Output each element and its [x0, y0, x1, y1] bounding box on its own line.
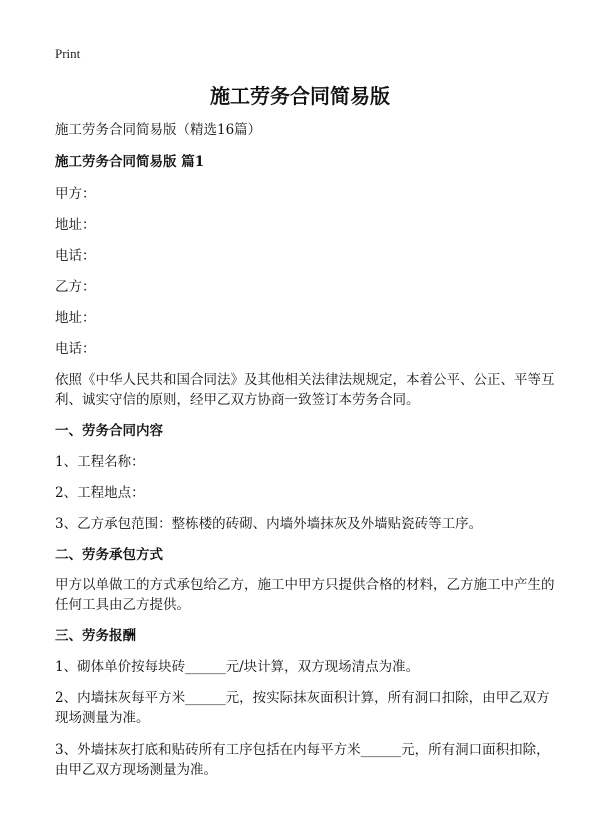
section3-heading: 三、劳务报酬: [55, 628, 136, 644]
document-title: 施工劳务合同简易版: [210, 84, 390, 108]
section3-item3: 3、外墙抹灰打底和贴砖所有工序包括在内每平方米______元，所有洞口面积扣除，由甲乙双方现场测量为准。: [55, 742, 550, 778]
article-title: 施工劳务合同简易版 篇1: [55, 154, 205, 170]
section1-item2: 2、工程地点：: [55, 485, 145, 501]
section1-item1: 1、工程名称：: [55, 454, 145, 470]
section1-heading: 一、劳务合同内容: [55, 423, 163, 439]
address-a-field: 地址：: [55, 217, 96, 233]
section1-item3: 3、乙方承包范围：整栋楼的砖砌、内墙外墙抹灰及外墙贴瓷砖等工序。: [55, 516, 483, 532]
phone-b-field: 电话：: [55, 341, 96, 357]
print-label: Print: [55, 46, 81, 61]
document-subtitle: 施工劳务合同简易版（精选16篇）: [55, 122, 262, 138]
party-b-field: 乙方：: [55, 279, 96, 295]
address-b-field: 地址：: [55, 310, 96, 326]
phone-a-field: 电话：: [55, 248, 96, 264]
section2-paragraph: 甲方以单做工的方式承包给乙方，施工中甲方只提供合格的材料，乙方施工中产生的任何工具由乙方提供。: [55, 577, 555, 613]
section3-item2: 2、内墙抹灰每平方米______元，按实际抹灰面积计算，所有洞口扣除，由甲乙双方现场测量为准。: [55, 690, 550, 726]
section2-heading: 二、劳务承包方式: [55, 547, 163, 563]
party-a-field: 甲方：: [55, 186, 96, 202]
intro-paragraph: 依照《中华人民共和国合同法》及其他相关法律法规规定，本着公平、公正、平等互利、诚实守信的原则，经甲乙双方协商一致签订本劳务合同。: [55, 372, 555, 408]
section3-item1: 1、砌体单价按每块砖______元/块计算，双方现场清点为准。: [55, 659, 420, 675]
